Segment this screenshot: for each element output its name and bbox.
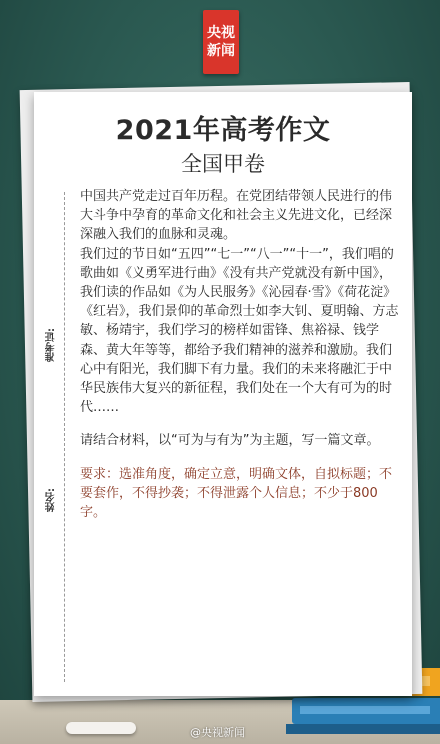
binding-line bbox=[64, 192, 65, 682]
logo-line-1: 央视 bbox=[207, 25, 235, 41]
book-blue bbox=[292, 698, 440, 724]
logo-line-2: 新闻 bbox=[207, 43, 235, 59]
essay-prompt bbox=[80, 187, 402, 522]
prompt-paragraph-2: 我们过的节日如“五四”“七一”“八一”“十一”，我们唱的歌曲如《义勇军进行曲》《没有共产党就没有新中国》，我们读的作品如《为人民服务》《沁园春·雪》《荷花淀》《红岩》，我们景仰的革命烈士如李大钊、夏明翰、方志敏、杨靖宇，我们学习的榜样如雷锋、焦裕禄、钱学森、黄大年等等，都给予我们精神的滋养和激励。我们心中有阳光，我们脚下有力量。我们的未来将融汇于中华民族伟大复兴的新征程，我们处在一个大有可为的时代…… bbox=[80, 246, 399, 416]
name-label: 姓名: bbox=[46, 488, 57, 512]
cctv-news-logo bbox=[203, 10, 239, 74]
chalk-stick bbox=[66, 722, 136, 734]
exam-paper bbox=[34, 92, 412, 696]
book-dark-blue bbox=[286, 724, 440, 734]
exam-number-label: 准考证: bbox=[46, 328, 57, 362]
weibo-watermark: @央视新闻 bbox=[190, 726, 245, 739]
paper-subtitle: 全国甲卷 bbox=[181, 152, 265, 176]
prompt-instruction: 请结合材料，以“可为与有为”为主题，写一篇文章。 bbox=[80, 433, 380, 449]
prompt-paragraph-1: 中国共产党走过百年历程。在党团结带领人民进行的伟大斗争中孕育的革命文化和社会主义先进文化，已经深深融入我们的血脉和灵魂。 bbox=[80, 189, 393, 243]
prompt-requirements: 要求：选准角度，确定立意，明确文体，自拟标题；不要套作，不得抄袭；不得泄露个人信息；不少于800字。 bbox=[80, 466, 393, 521]
paper-title: 2021年高考作文 bbox=[115, 115, 331, 146]
